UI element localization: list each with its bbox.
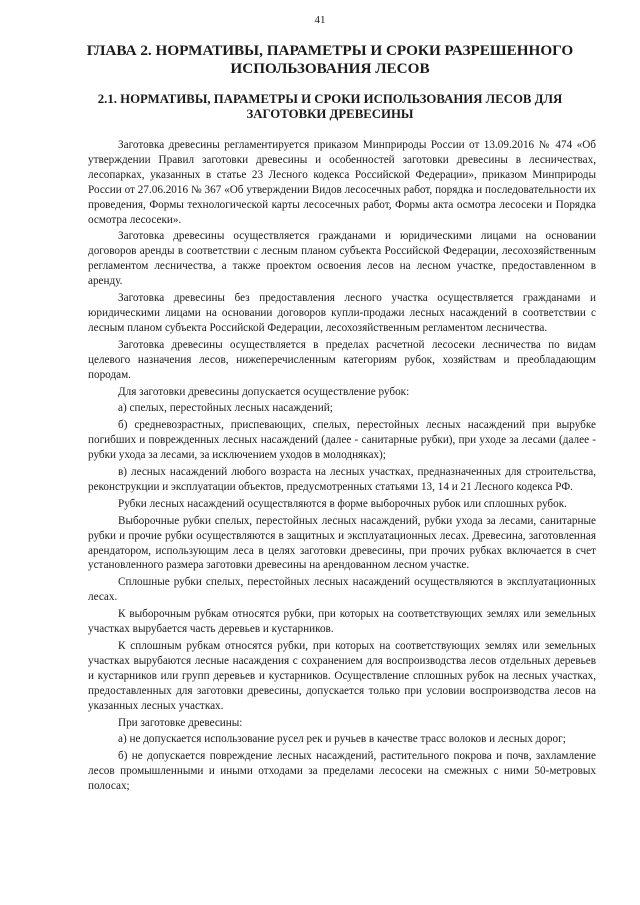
paragraph: Для заготовки древесины допускается осуществление рубок: xyxy=(118,385,410,398)
paragraph: Сплошные рубки спелых, перестойных лесных насаждений осуществляются в эксплуатационных лесах. xyxy=(88,576,596,604)
list-item: в) лесных насаждений любого возраста на лесных участках, предназначенных для строительства, реконструкции и эксплуатации объектов, предусмотренных статьями 13, 14 и 21 Лесного кодекса РФ. xyxy=(88,466,596,493)
page-number: 41 xyxy=(314,14,326,26)
paragraph: Рубки лесных насаждений осуществляются в форме выборочных рубок или сплошных рубок. xyxy=(118,497,567,510)
paragraph: Заготовка древесины осуществляется гражданами и юридическими лицами на основании договоров аренды в соответствии с лесным планом субъекта Российской Федерации, лесохозяйственным регламентом лесничества, а также проектом освоения лесов на лесном участке, предоставленном в аренду. xyxy=(88,230,596,288)
body-text xyxy=(88,138,596,796)
paragraph: Выборочные рубки спелых, перестойных лесных насаждений, рубки ухода за лесами, санитарные рубки и прочие рубки осуществляются в защитных и эксплуатационных лесах. Древесина, заготовленная арендатором, использующим леса в целях заготовки древесины, при прочих рубках включается в счет установленного размера заготовки древесины на арендованном лесном участке. xyxy=(88,514,596,572)
paragraph: К выборочным рубкам относятся рубки, при которых на соответствующих землях или земельных участках вырубается часть деревьев и кустарников. xyxy=(88,608,596,636)
paragraph: При заготовке древесины: xyxy=(118,716,243,729)
list-item: б) средневозрастных, приспевающих, спелых, перестойных лесных насаждений при вырубке погибших и поврежденных лесных насаждений (далее - санитарные рубки), при уходе за лесами (далее - рубки ухода за лесами, за исключением уходов в молодняках); xyxy=(88,419,596,462)
list-item: а) спелых, перестойных лесных насаждений; xyxy=(118,402,333,415)
chapter-title: ГЛАВА 2. НОРМАТИВЫ, ПАРАМЕТРЫ И СРОКИ РАЗРЕШЕННОГО ИСПОЛЬЗОВАНИЯ ЛЕСОВ xyxy=(86,42,574,77)
paragraph: Заготовка древесины без предоставления лесного участка осуществляется гражданами и юридическими лицами на основании договоров купли-продажи лесных насаждений в соответствии с лесным планом субъекта Российской Федерации, лесохозяйственным регламентом лесничества. xyxy=(88,292,596,334)
paragraph: К сплошным рубкам относятся рубки, при которых на соответствующих землях или земельных участках вырубаются лесные насаждения с сохранением для воспроизводства лесов отдельных деревьев и кустарников или групп деревьев и кустарников. Осуществление сплошных рубок на лесных участках, предоставленных для заготовки древесины, допускается только при условии воспроизводства лесов на указанных лесных участках. xyxy=(88,640,596,712)
paragraph: Заготовка древесины регламентируется приказом Минприроды России от 13.09.2016 № 474 «Об утверждении Правил заготовки древесины и особенностей заготовки древесины в лесничествах, лесопарках, указанных в статье 23 Лесного кодекса Российской Федерации», приказом Минприроды России от 27.06.2016 № 367 «Об утверждении Видов лесосечных работ, порядка и последовательности их проведения, Формы технологической карты лесосечных работ, Формы акта осмотра лесосеки и Порядка осмотра лесосеки». xyxy=(88,139,596,226)
section-title: 2.1. НОРМАТИВЫ, ПАРАМЕТРЫ И СРОКИ ИСПОЛЬЗОВАНИЯ ЛЕСОВ ДЛЯ ЗАГОТОВКИ ДРЕВЕСИНЫ xyxy=(97,92,563,121)
paragraph: Заготовка древесины осуществляется в пределах расчетной лесосеки лесничества по видам целевого назначения лесов, нижеперечисленным категориям рубок, хозяйствам и преобладающим породам. xyxy=(88,338,596,381)
list-item: б) не допускается повреждение лесных насаждений, растительного покрова и почв, захламление лесов промышленными и иными отходами за пределами лесосеки на смежных с ними 50-метровых полосах; xyxy=(88,750,596,793)
list-item: а) не допускается использование русел рек и ручьев в качестве трасс волоков и лесных дорог; xyxy=(118,733,566,746)
